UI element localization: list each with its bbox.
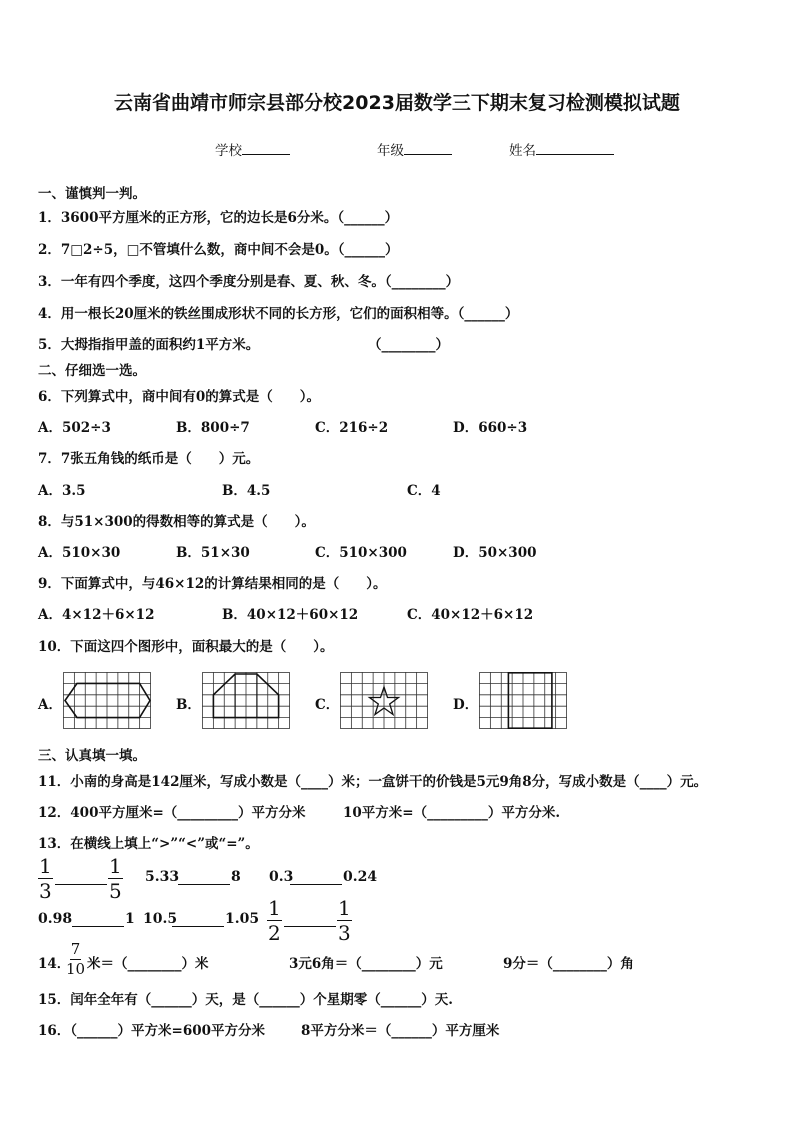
school-field: 学校 xyxy=(215,139,290,159)
question-14c: 9分＝（________）角 xyxy=(503,956,634,972)
question-10: 10．下面这四个图形中，面积最大的是（ ）。 xyxy=(38,639,334,655)
q13-blank-3 xyxy=(290,884,342,885)
question-5-blank: （________） xyxy=(368,337,449,353)
q13-value-1-05: 1.05 xyxy=(225,911,260,927)
q8-option-c: C．510×300 xyxy=(315,545,407,561)
q10-option-b: B． xyxy=(176,697,201,713)
q7-option-a: A．3.5 xyxy=(38,483,86,499)
q13-value-1: 1 xyxy=(125,911,135,927)
q13-blank-4 xyxy=(72,926,124,927)
question-12b: 10平方米=（_________）平方分米. xyxy=(343,805,561,821)
q6-option-d: D．660÷3 xyxy=(453,420,528,436)
question-4: 4．用一根长20厘米的铁丝围成形状不同的长方形，它们的面积相等。（______） xyxy=(38,306,519,322)
q6-option-c: C．216÷2 xyxy=(315,420,389,436)
q9-option-c: C．40×12＋6×12 xyxy=(407,607,534,623)
page-title: 云南省曲靖市师宗县部分校2023届数学三下期末复习检测模拟试题 xyxy=(114,92,680,114)
question-12a: 12．400平方厘米=（_________）平方分米 xyxy=(38,805,306,821)
q10-figure-d xyxy=(479,672,567,729)
question-16b: 8平方分米＝（______）平方厘米 xyxy=(301,1023,500,1039)
q10-option-a: A． xyxy=(38,697,62,713)
q13-value-8: 8 xyxy=(231,869,241,885)
section1-heading: 一、谨慎判一判。 xyxy=(38,186,146,202)
q7-option-b: B．4.5 xyxy=(222,483,271,499)
question-9: 9．下面算式中，与46×12的计算结果相同的是（ ）。 xyxy=(38,576,387,592)
question-13: 13．在横线上填上“>”“<”或“=”。 xyxy=(38,836,259,852)
q10-option-c: C． xyxy=(315,697,340,713)
q10-figure-c xyxy=(340,672,428,729)
q13-blank-5 xyxy=(172,926,224,927)
question-1: 1．3600平方厘米的正方形，它的边长是6分米。（______） xyxy=(38,210,399,226)
q6-option-a: A．502÷3 xyxy=(38,420,111,436)
q7-option-c: C．4 xyxy=(407,483,441,499)
q10-option-d: D． xyxy=(453,697,479,713)
q8-option-b: B．51×30 xyxy=(176,545,250,561)
q13-value-10-5: 10.5 xyxy=(143,911,178,927)
question-3: 3．一年有四个季度，这四个季度分别是春、夏、秋、冬。（________） xyxy=(38,274,460,290)
q6-option-b: B．800÷7 xyxy=(176,420,250,436)
q10-figure-a xyxy=(63,672,151,729)
question-2: 2．7□2÷5，□不管填什么数，商中间不会是0。（______） xyxy=(38,242,399,258)
q8-option-a: A．510×30 xyxy=(38,545,121,561)
question-14a: 米＝（________）米 xyxy=(87,956,209,972)
question-14-number: 14． xyxy=(38,956,71,972)
q13-blank-6 xyxy=(284,926,336,927)
question-14b: 3元6角＝（________）元 xyxy=(289,956,443,972)
q14-fraction-7-10: $\frac{7}{10}$ xyxy=(66,940,86,978)
q13-value-0-24: 0.24 xyxy=(343,869,378,885)
q13-value-5-33: 5.33 xyxy=(145,869,180,885)
name-field: 姓名 xyxy=(509,139,614,159)
question-8: 8．与51×300的得数相等的算式是（ ）。 xyxy=(38,514,315,530)
q13-blank-1 xyxy=(55,884,107,885)
grade-field: 年级 xyxy=(377,139,452,159)
q13-fraction-1-5: $\frac{1}{5}$ xyxy=(109,854,122,903)
q10-figure-b xyxy=(202,672,290,729)
question-5: 5．大拇指指甲盖的面积约1平方米。 xyxy=(38,337,260,353)
q13-fraction-1-3: $\frac{1}{3}$ xyxy=(39,854,52,903)
section2-heading: 二、仔细选一选。 xyxy=(38,363,146,379)
q13-fraction-1-3b: $\frac{1}{3}$ xyxy=(338,896,351,945)
q13-blank-2 xyxy=(178,884,230,885)
q13-value-0-98: 0.98 xyxy=(38,911,73,927)
q9-option-a: A．4×12＋6×12 xyxy=(38,607,155,623)
question-11: 11．小南的身高是142厘米，写成小数是（____）米；一盒饼干的价钱是5元9角8分，写成小数是（____）元。 xyxy=(38,774,708,790)
question-6: 6．下列算式中，商中间有0的算式是（ ）。 xyxy=(38,389,321,405)
q13-value-0-3: 0.3 xyxy=(269,869,294,885)
q8-option-d: D．50×300 xyxy=(453,545,537,561)
question-15: 15．闰年全年有（______）天，是（______）个星期零（______）天. xyxy=(38,992,453,1008)
question-16a: 16．（______）平方米=600平方分米 xyxy=(38,1023,266,1039)
section3-heading: 三、认真填一填。 xyxy=(38,748,146,764)
question-7: 7．7张五角钱的纸币是（ ）元。 xyxy=(38,451,260,467)
q9-option-b: B．40×12＋60×12 xyxy=(222,607,359,623)
q13-fraction-1-2: $\frac{1}{2}$ xyxy=(268,896,281,945)
